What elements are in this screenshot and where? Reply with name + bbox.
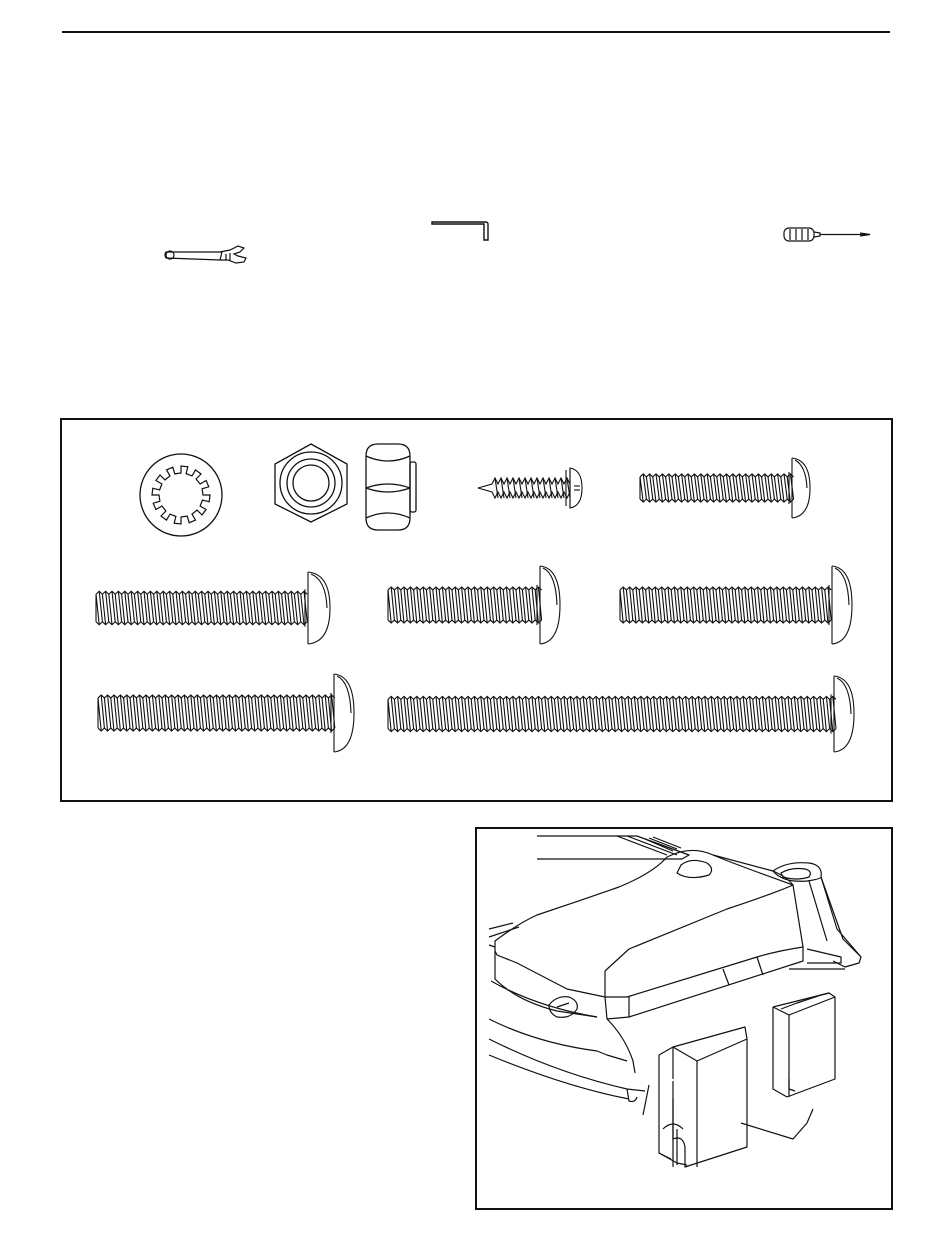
button-bolt-icon bbox=[384, 674, 856, 754]
hex-key-icon bbox=[430, 221, 490, 243]
button-bolt-icon bbox=[616, 564, 854, 646]
button-bolt-icon bbox=[92, 570, 332, 646]
assembly-figure bbox=[475, 827, 893, 1210]
button-bolt-icon bbox=[384, 564, 562, 646]
button-bolt-icon bbox=[636, 456, 812, 520]
treadmill-base-illustration bbox=[477, 829, 891, 1208]
top-rule bbox=[62, 31, 890, 33]
screwdriver-icon bbox=[782, 226, 874, 244]
hex-nut-front-icon bbox=[270, 442, 352, 524]
hardware-panel bbox=[60, 418, 893, 802]
tapping-screw-icon bbox=[474, 464, 586, 512]
wrench-icon bbox=[160, 244, 255, 270]
button-bolt-icon bbox=[94, 672, 356, 754]
hex-nut-side-icon bbox=[360, 440, 420, 534]
star-washer-icon bbox=[138, 452, 224, 538]
